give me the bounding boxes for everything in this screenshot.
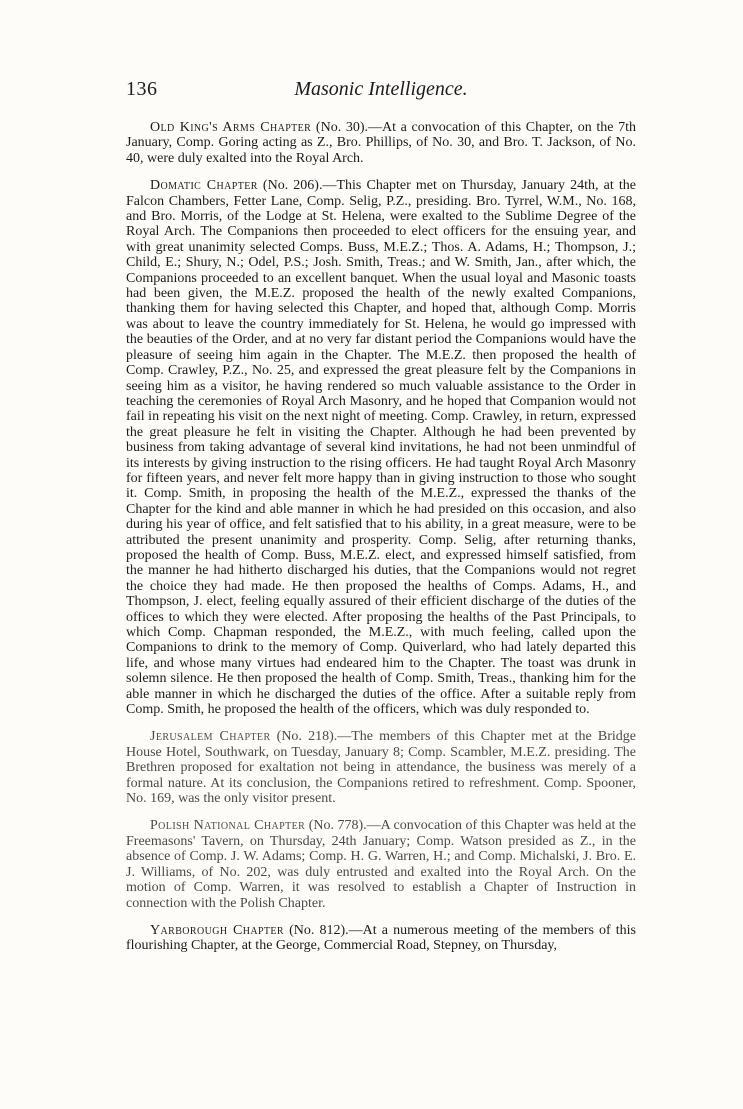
paragraph-jerusalem	[126, 729, 636, 806]
paragraph-text: (No. 812).—At a numerous meeting of the members of this flourishing Chapter, at the George, Commercial Road, Stepney, on Thursday,	[126, 922, 636, 954]
paragraph-text: (No. 206).—This Chapter met on Thursday, January 24th, at the Falcon Chambers, Fetter Lane, Comp. Selig, P.Z., presiding. Bro. Tyrrel, W.M., No. 168, and Bro. Morris, of the Lodge at St. Helena, were exalted to the Sublime Degree of the Royal Arch. The Companions then proceeded to elect officers for the ensuing year, and with great unanimity selected Comps. Buss, M.E.Z.; Thos. A. Adams, H.; Thompson, J.; Child, E.; Shury, N.; Odel, P.S.; Josh. Smith, Treas.; and W. Smith, Jan., after which, the Companions proceeded to an excellent banquet. When the usual loyal and Masonic toasts had been given, the M.E.Z. proposed the health of the newly exalted Companions, thanking them for having selected this Chapter, and hoped that, although Comp. Morris was about to leave the country immediately for St. Helena, he would go impressed with the beauties of the Order, and at no very far distant period the Companions would have the pleasure of seeing him again in the Chapter. The M.E.Z. then proposed the health of Comp. Crawley, P.Z., No. 25, and expressed the great pleasure felt by the Companions in seeing him as a visitor, he having rendered so much valuable assistance to the Order in teaching the ceremonies of Royal Arch Masonry, and he hoped that Companion would not fail in repeating his visit on the next night of meeting. Comp. Crawley, in return, expressed the great pleasure he felt in visiting the Chapter. Although he had been prevented by business from taking advantage of several kind invitations, he had not been unmindful of its interests by giving instruction to the rising officers. He had taught Royal Arch Masonry for fifteen years, and never felt more happy than in giving instruction to those who sought it. Comp. Smith, in proposing the health of the M.E.Z., expressed the thanks of the Chapter for the kind and able manner in which he had presided on this occasion, and also during his year of office, and felt satisfied that to his ability, in a great measure, were to be attributed the present unanimity and prosperity. Comp. Selig, after returning thanks, proposed the health of Comp. Buss, M.E.Z. elect, and expressed himself satisfied, from the manner he had hitherto discharged his duties, that the Companions would not regret the choice they had made. He then proposed the healths of Comps. Adams, H., and Thompson, J. elect, feeling equally assured of their efficient discharge of the duties of the offices to which they were elected. After proposing the healths of the Past Principals, to which Comp. Chapman responded, the M.E.Z., with much feeling, called upon the Companions to drink to the memory of Comp. Quiverlard, who had lately departed this life, and whose many virtues had endeared him to the Chapter. The toast was drunk in solemn silence. He then proposed the health of Comp. Smith, Treas., thanking him for the able manner in which he discharged the duties of the office. After a suitable reply from Comp. Smith, he proposed the health of the officers, which was duly responded to.	[126, 178, 636, 718]
paragraph-polish-national	[126, 818, 636, 910]
chapter-heading: Polish National Chapter	[150, 818, 306, 834]
paragraph-domatic	[126, 178, 636, 717]
page-number: 136	[126, 78, 158, 100]
paragraph-text: (No. 30).—At a convocation of this Chapter, on the 7th January, Comp. Goring acting as Z., Bro. Phillips, of No. 30, and Bro. T. Jackson, of No. 40, were duly exalted into the Royal Arch.	[126, 120, 636, 166]
chapter-heading: Yarborough Chapter	[150, 922, 284, 938]
running-head: Masonic Intelligence.	[294, 78, 468, 100]
paragraph-text: (No. 218).—The members of this Chapter met at the Bridge House Hotel, Southwark, on Tuesday, January 8; Comp. Scambler, M.E.Z. presiding. The Brethren proposed for exaltation not being in attendance, the business was merely of a formal nature. At its conclusion, the Companions retired to refreshment. Comp. Spooner, No. 169, was the only visitor present.	[126, 729, 636, 807]
paragraph-text: (No. 778).—A convocation of this Chapter was held at the Freemasons' Tavern, on Thursday, 24th January; Comp. Watson presided as Z., in the absence of Comp. J. W. Adams; Comp. H. G. Warren, H.; and Comp. Michalski, J. Bro. E. J. Williams, of No. 202, was duly entrusted and exalted into the Royal Arch. On the motion of Comp. Warren, it was resolved to establish a Chapter of Instruction in connection with the Polish Chapter.	[126, 818, 636, 911]
page-header	[126, 78, 636, 104]
article-body	[126, 120, 636, 966]
paragraph-old-kings-arms	[126, 120, 636, 166]
paragraph-yarborough	[126, 923, 636, 954]
chapter-heading: Domatic Chapter	[150, 178, 258, 194]
chapter-heading: Jerusalem Chapter	[150, 729, 271, 745]
chapter-heading: Old King's Arms Chapter	[150, 120, 312, 135]
